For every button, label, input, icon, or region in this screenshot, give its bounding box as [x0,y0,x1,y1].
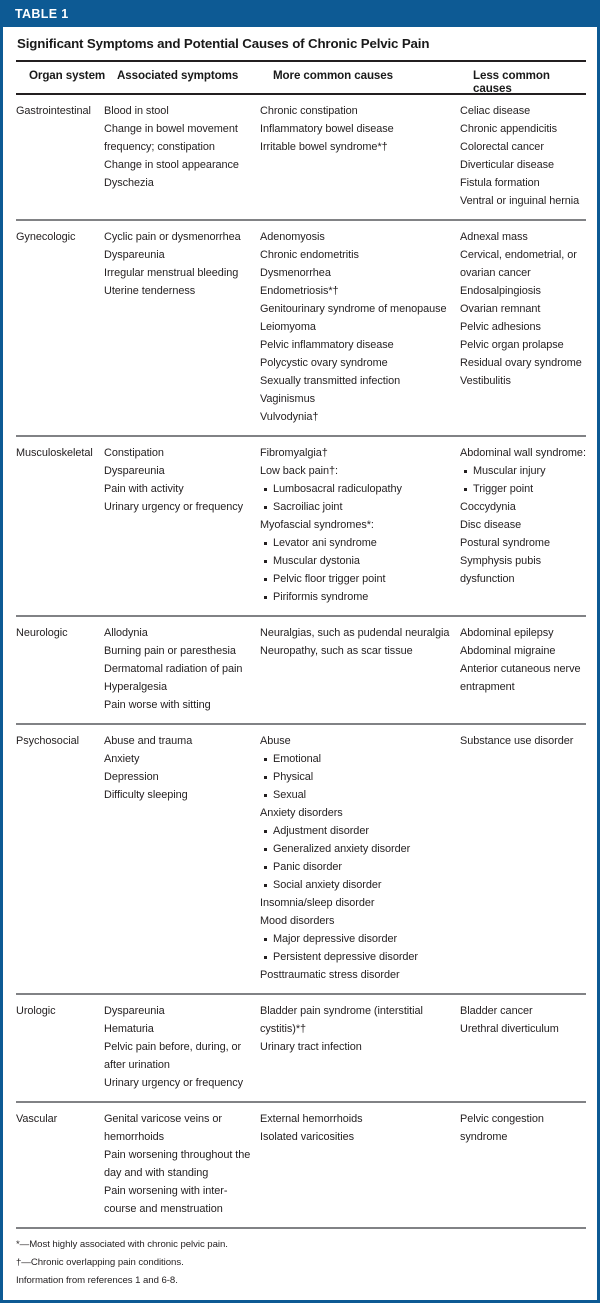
list-item-bullet: Pelvic floor trigger point [260,570,458,588]
list-item-bullet: Sexual [260,786,458,804]
list-item: Dyspareunia [104,249,165,261]
cell-less-common-causes [460,228,594,390]
list-item: Ventral or inguinal hernia [460,195,580,207]
list-item-bullet: Muscular injury [460,462,594,480]
list-item: Colorectal cancer [460,141,544,153]
list-item: Genitourinary syndrome of menopause [260,303,447,315]
cell-more-common-causes [260,102,458,156]
list-item: Vestibulitis [460,375,511,387]
list-item: Chronic constipation [260,105,358,117]
cell-organ-system [16,732,102,750]
list-item: Diverticular disease [460,159,555,171]
list-item: Bladder cancer [460,1005,533,1017]
cell-more-common-causes [260,444,458,606]
list-item-bullet: Trigger point [460,480,594,498]
list-item: Pain worsening throughout the day and with standing [104,1149,251,1179]
table-number-label: TABLE 1 [15,6,69,21]
list-item: Coccydynia [460,501,516,513]
list-item: Celiac disease [460,105,531,117]
table-body [3,95,597,1229]
organ-system-label: Gastrointestinal [16,105,91,117]
column-header-associated-symptoms: Associated symptoms [117,69,239,82]
table-row [3,617,597,723]
list-item: Depression [104,771,159,783]
list-item: Change in stool appearance [104,159,239,171]
list-item: Low back pain†: [260,465,338,477]
list-item: Sexually transmitted infection [260,375,401,387]
list-item: Burning pain or paresthesia [104,645,236,657]
list-item-bullet: Panic disorder [260,858,458,876]
list-item: Change in bowel movement frequency; constipation [104,123,238,153]
list-item: Urinary urgency or frequency [104,1077,244,1089]
list-item: Isolated varicosities [260,1131,354,1143]
list-item: Pelvic congestion syndrome [460,1113,544,1143]
list-item: Allodynia [104,627,148,639]
list-item: Anxiety disorders [260,807,343,819]
list-item: Endosalpingiosis [460,285,541,297]
list-item: Pain worsening with inter-course and menstruation [104,1185,228,1215]
column-header-organ-system: Organ system [29,69,106,82]
list-item-bullet: Social anxiety disorder [260,876,458,894]
list-item: Dysmenorrhea [260,267,331,279]
list-item: Myofascial syndromes*: [260,519,374,531]
list-item: Leiomyoma [260,321,316,333]
list-item: Irritable bowel syndrome*† [260,141,388,153]
list-item: Polycystic ovary syndrome [260,357,388,369]
list-item-bullet: Major depressive disorder [260,930,458,948]
cell-more-common-causes [260,228,458,426]
cell-associated-symptoms [104,102,256,192]
list-item: Vulvodynia† [260,411,319,423]
footnote: Information from references 1 and 6-8. [16,1275,178,1286]
list-item: Chronic appendicitis [460,123,558,135]
cell-less-common-causes [460,624,594,696]
organ-system-label: Neurologic [16,627,68,639]
list-item: Dermatomal radiation of pain [104,663,243,675]
table-row [3,725,597,993]
column-header-less-common-causes: Less common causes [473,69,550,95]
list-item: Pain with activity [104,483,184,495]
list-item: Pelvic pain before, during, or after urination [104,1041,242,1071]
list-item: Urinary tract infection [260,1041,362,1053]
table-row [3,95,597,219]
cell-less-common-causes [460,444,594,588]
cell-organ-system [16,1110,102,1128]
cell-organ-system [16,1002,102,1020]
list-item-bullet: Sacroiliac joint [260,498,458,516]
list-item: Postural syndrome [460,537,550,549]
list-item: Residual ovary syndrome [460,357,582,369]
organ-system-label: Psychosocial [16,735,79,747]
list-item-bullet: Lumbosacral radiculopathy [260,480,458,498]
cell-more-common-causes [260,1002,458,1056]
table-title-wrap [3,27,597,60]
list-item: Cervical, endometrial, or ovarian cancer [460,249,577,279]
cell-organ-system [16,228,102,246]
list-item: Abdominal migraine [460,645,556,657]
footnote: *—Most highly associated with chronic pelvic pain. [16,1239,228,1250]
list-item: Dyschezia [104,177,154,189]
cell-less-common-causes [460,102,594,210]
list-item: Neuropathy, such as scar tissue [260,645,413,657]
cell-associated-symptoms [104,732,256,804]
list-item: Pelvic adhesions [460,321,541,333]
list-item: Dyspareunia [104,1005,165,1017]
list-item: Adenomyosis [260,231,325,243]
cell-organ-system [16,102,102,120]
list-item: Fibromyalgia† [260,447,328,459]
list-item-bullet: Emotional [260,750,458,768]
list-item: External hemorrhoids [260,1113,363,1125]
list-item: Ovarian remnant [460,303,541,315]
list-item-bullet: Muscular dystonia [260,552,458,570]
table-banner [3,0,597,27]
cell-organ-system [16,624,102,642]
list-item: Abdominal epilepsy [460,627,554,639]
list-item: Blood in stool [104,105,169,117]
list-item: Endometriosis*† [260,285,339,297]
cell-associated-symptoms [104,228,256,300]
organ-system-label: Urologic [16,1005,56,1017]
list-item: Anterior cutaneous nerve entrapment [460,663,581,693]
list-item: Dyspareunia [104,465,165,477]
list-item: Abuse [260,735,291,747]
list-item-bullet: Physical [260,768,458,786]
list-item: Anxiety [104,753,140,765]
list-item: Pelvic organ prolapse [460,339,564,351]
list-item: Bladder pain syndrome (interstitial cystitis)*† [260,1005,423,1035]
list-item: Abdominal wall syndrome: [460,447,586,459]
organ-system-label: Gynecologic [16,231,76,243]
column-header-more-common-causes: More common causes [273,69,393,82]
list-item: Adnexal mass [460,231,528,243]
cell-less-common-causes [460,1002,594,1038]
cell-associated-symptoms [104,444,256,516]
cell-associated-symptoms [104,624,256,714]
list-item: Pelvic inflammatory disease [260,339,394,351]
cell-associated-symptoms [104,1110,256,1218]
cell-more-common-causes [260,1110,458,1146]
list-item: Hematuria [104,1023,154,1035]
footnote: †—Chronic overlapping pain conditions. [16,1257,184,1268]
list-item: Abuse and trauma [104,735,193,747]
cell-less-common-causes [460,1110,594,1146]
list-item: Insomnia/sleep disorder [260,897,375,909]
list-item: Urinary urgency or frequency [104,501,244,513]
list-item: Inflammatory bowel disease [260,123,394,135]
cell-more-common-causes [260,732,458,984]
list-item: Pain worse with sitting [104,699,211,711]
table-row [3,995,597,1101]
list-item-bullet: Levator ani syndrome [260,534,458,552]
list-item: Hyperalgesia [104,681,167,693]
table-row [3,1103,597,1227]
list-item: Genital varicose veins or hemorrhoids [104,1113,222,1143]
list-item-bullet: Generalized anxiety disorder [260,840,458,858]
list-item-bullet: Adjustment disorder [260,822,458,840]
list-item: Chronic endometritis [260,249,359,261]
list-item: Disc disease [460,519,522,531]
cell-more-common-causes [260,624,458,660]
table-header-row [3,62,597,93]
list-item: Posttraumatic stress disorder [260,969,400,981]
list-item: Neuralgias, such as pudendal neuralgia [260,627,450,639]
list-item-bullet: Piriformis syndrome [260,588,458,606]
list-item: Difficulty sleeping [104,789,188,801]
list-item: Vaginismus [260,393,315,405]
list-item: Cyclic pain or dysmenorrhea [104,231,241,243]
cell-less-common-causes [460,732,594,750]
list-item: Urethral diverticulum [460,1023,559,1035]
list-item: Uterine tenderness [104,285,196,297]
list-item: Irregular menstrual bleeding [104,267,239,279]
organ-system-label: Vascular [16,1113,58,1125]
list-item: Mood disorders [260,915,335,927]
cell-organ-system [16,444,102,462]
table-footnotes [3,1229,597,1300]
list-item: Fistula formation [460,177,540,189]
table-title: Significant Symptoms and Potential Causes of Chronic Pelvic Pain [17,36,430,51]
organ-system-label: Musculoskeletal [16,447,93,459]
list-item: Constipation [104,447,164,459]
list-item: Symphysis pubis dysfunction [460,555,541,585]
table-row [3,437,597,615]
list-item-bullet: Persistent depressive disorder [260,948,458,966]
list-item: Substance use disorder [460,735,574,747]
table-row [3,221,597,435]
cell-associated-symptoms [104,1002,256,1092]
